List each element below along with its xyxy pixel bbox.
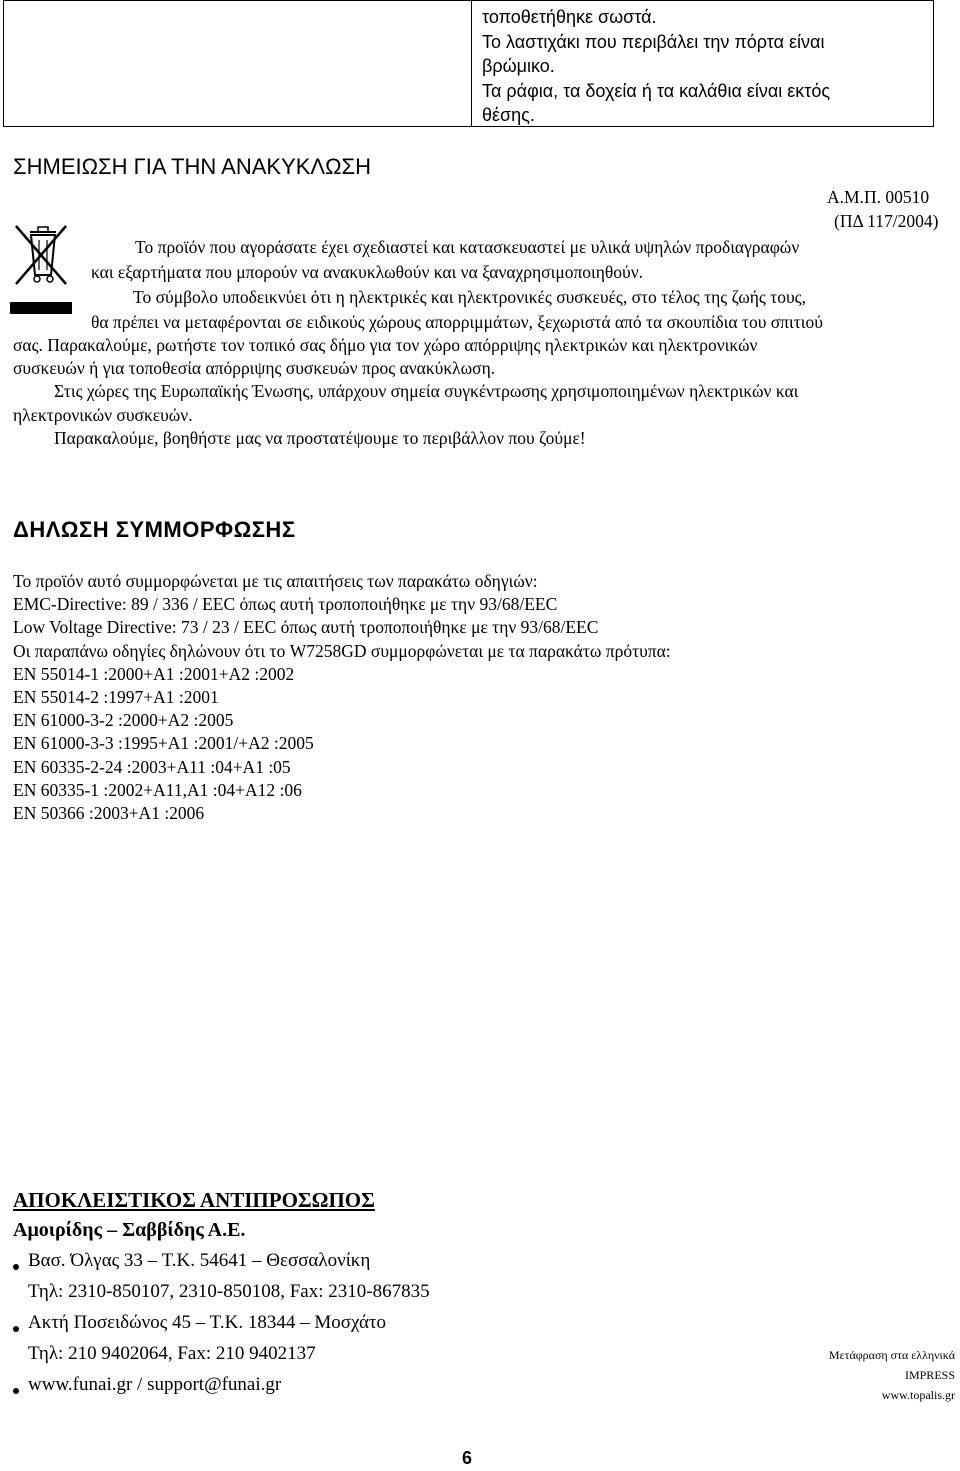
declaration-body (13, 570, 671, 825)
phone-thessaloniki: Τηλ: 2310-850107, 2310-850108, Fax: 2310-867835 (28, 1281, 430, 1302)
standard-line: EN 61000-3-2 :2000+A2 :2005 (13, 710, 234, 731)
recycling-p1-line1: Το προϊόν που αγοράσατε έχει σχεδιαστεί και κατασκευαστεί με υλικά υψηλών προδιαγραφών (135, 237, 800, 257)
translator-line: Μετάφραση στα ελληνικά (828, 1348, 955, 1362)
recycling-heading: ΣΗΜΕΙΩΣΗ ΓΙΑ ΤΗΝ ΑΝΑΚΥΚΛΩΣΗ (13, 154, 372, 179)
recycling-p3-line1: Στις χώρες της Ευρωπαϊκής Ένωσης, υπάρχουν σημεία συγκέντρωσης χρησιμοποιημένων ηλεκτρικών και (54, 381, 799, 401)
table-cell-text (482, 5, 830, 128)
recycling-p2-line4: συσκευών ή για τοποθεσία απόρριψης συσκευών προς ανακύκλωση. (13, 358, 496, 378)
declaration-line: Το προϊόν αυτό συμμορφώνεται με τις απαιτήσεις των παρακάτω οδηγιών: (13, 571, 538, 591)
declaration-line: EMC-Directive: 89 / 336 / EEC όπως αυτή τροποποιήθηκε με την 93/68/EEC (13, 594, 558, 615)
bullet-icon (13, 1264, 19, 1270)
table-divider (471, 1, 472, 126)
recycling-p2-line3: σας. Παρακαλούμε, ρωτήστε τον τοπικό σας δήμο για τον χώρο απόρριψης ηλεκτρικών και ηλεκτρονικών (13, 335, 758, 355)
declaration-line: Low Voltage Directive: 73 / 23 / EEC όπως αυτή τροποποιήθηκε με την 93/68/EEC (13, 617, 599, 638)
standard-line: EN 60335-1 :2002+A11,A1 :04+A12 :06 (13, 779, 302, 800)
recycling-p2-line1: Το σύμβολο υποδεικνύει ότι η ηλεκτρικές και ηλεκτρονικές συσκευές, στο τέλος της ζωής τους, (133, 287, 806, 307)
recycling-p2-line2: θα πρέπει να μεταφέρονται σε ειδικούς χώρους απορριμμάτων, ξεχωριστά από τα σκουπίδια του σπιτιού (91, 312, 823, 332)
bullet-icon (13, 1326, 19, 1332)
representative-heading: ΑΠΟΚΛΕΙΣΤΙΚΟΣ ΑΝΤΙΠΡΟΣΩΠΟΣ (13, 1188, 375, 1212)
troubleshooting-table (3, 0, 934, 127)
recycling-p1-line2: και εξαρτήματα που μπορούν να ανακυκλωθούν και να ξαναχρησιμοποιηθούν. (91, 262, 643, 282)
table-line: τοποθετήθηκε σωστά. (482, 7, 657, 27)
bullet-icon (13, 1388, 19, 1394)
standard-line: EN 61000-3-3 :1995+A1 :2001/+A2 :2005 (13, 733, 314, 754)
page-number: 6 (462, 1448, 473, 1468)
recycling-p3-line2: ηλεκτρονικών συσκευών. (13, 405, 193, 425)
weee-crossed-bin-icon (10, 220, 72, 316)
company-name: Αμοιρίδης – Σαββίδης Α.Ε. (13, 1219, 246, 1241)
translator-company: IMPRESS (904, 1368, 955, 1382)
website-email: www.funai.gr / support@funai.gr (28, 1374, 282, 1395)
recycling-p4: Παρακαλούμε, βοηθήστε μας να προστατέψουμε το περιβάλλον που ζούμε! (54, 428, 586, 448)
phone-moschato: Τηλ: 210 9402064, Fax: 210 9402137 (28, 1343, 316, 1364)
amp-code: Α.Μ.Π. 00510 (827, 187, 930, 207)
standard-line: EN 50366 :2003+A1 :2006 (13, 803, 205, 824)
address-moschato: Ακτή Ποσειδώνος 45 – Τ.Κ. 18344 – Μοσχάτο (28, 1312, 387, 1333)
table-line: θέσης. (482, 105, 535, 126)
translator-website: www.topalis.gr (881, 1388, 955, 1402)
standard-line: EN 55014-1 :2000+A1 :2001+A2 :2002 (13, 663, 295, 684)
table-line: Το λαστιχάκι που περιβάλει την πόρτα είναι (482, 31, 825, 52)
address-thessaloniki: Βασ. Όλγας 33 – Τ.Κ. 54641 – Θεσσαλονίκη (28, 1250, 371, 1271)
table-line: βρώμικο. (482, 56, 555, 77)
table-line: Τα ράφια, τα δοχεία ή τα καλάθια είναι εκτός (482, 80, 831, 101)
standard-line: EN 55014-2 :1997+A1 :2001 (13, 687, 219, 708)
declaration-line: Οι παραπάνω οδηγίες δηλώνουν ότι το W7258GD συμμορφώνεται με τα παρακάτω πρότυπα: (13, 640, 671, 661)
pd-reference: (ΠΔ 117/2004) (834, 211, 939, 231)
declaration-heading: ΔΗΛΩΣΗ ΣΥΜΜΟΡΦΩΣΗΣ (13, 517, 296, 542)
standard-line: EN 60335-2-24 :2003+A11 :04+A1 :05 (13, 756, 291, 777)
